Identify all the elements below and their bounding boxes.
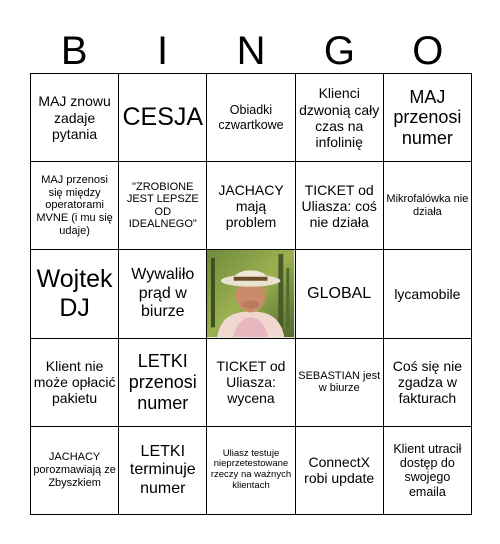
header-letter-n: N — [236, 29, 266, 73]
bingo-cell-10[interactable]: Mikrofalówka nie działa — [384, 162, 472, 250]
bingo-cell-1[interactable]: MAJ znowu zadaje pytania — [31, 74, 119, 162]
bingo-cell-6[interactable]: MAJ przenosi się między operatorami MVNE (i mu się udaje) — [31, 162, 119, 250]
man-in-hat-photo-icon — [207, 250, 294, 337]
bingo-cell-16[interactable]: Klient nie może opłacić pakietu — [31, 339, 119, 427]
bingo-cell-3[interactable]: Obiadki czwartkowe — [207, 74, 295, 162]
bingo-cell-23[interactable]: Uliasz testuje nieprzetestowane rzeczy na ważnych klientach — [207, 427, 295, 515]
bingo-cell-15[interactable]: lycamobile — [384, 250, 472, 338]
bingo-cell-12[interactable]: Wywaliło prąd w biurze — [119, 250, 207, 338]
header-letter-o: O — [412, 29, 444, 73]
bingo-cell-17[interactable]: LETKI przenosi numer — [119, 339, 207, 427]
bingo-cell-14[interactable]: GLOBAL — [296, 250, 384, 338]
bingo-cell-2[interactable]: CESJA — [119, 74, 207, 162]
bingo-header — [30, 26, 472, 76]
bingo-cell-5[interactable]: MAJ przenosi numer — [384, 74, 472, 162]
bingo-cell-19[interactable]: SEBASTIAN jest w biurze — [296, 339, 384, 427]
header-letter-i: I — [157, 29, 169, 73]
bingo-cell-4[interactable]: Klienci dzwonią cały czas na infolinię — [296, 74, 384, 162]
free-space-photo[interactable] — [207, 250, 295, 338]
bingo-cell-7[interactable]: "ZROBIONE JEST LEPSZE OD IDEALNEGO" — [119, 162, 207, 250]
header-letter-g: G — [323, 29, 355, 73]
bingo-cell-20[interactable]: Coś się nie zgadza w fakturach — [384, 339, 472, 427]
bingo-cell-22[interactable]: LETKI terminuje numer — [119, 427, 207, 515]
bingo-cell-9[interactable]: TICKET od Uliasza: coś nie działa — [296, 162, 384, 250]
bingo-cell-18[interactable]: TICKET od Uliasza: wycena — [207, 339, 295, 427]
bingo-cell-24[interactable]: ConnectX robi update — [296, 427, 384, 515]
bingo-grid — [30, 73, 472, 515]
bingo-cell-25[interactable]: Klient utracił dostęp do swojego emaila — [384, 427, 472, 515]
bingo-cell-8[interactable]: JACHACY mają problem — [207, 162, 295, 250]
bingo-cell-21[interactable]: JACHACY porozmawiają ze Zbyszkiem — [31, 427, 119, 515]
header-letter-b: B — [60, 29, 88, 73]
bingo-cell-11[interactable]: Wojtek DJ — [31, 250, 119, 338]
